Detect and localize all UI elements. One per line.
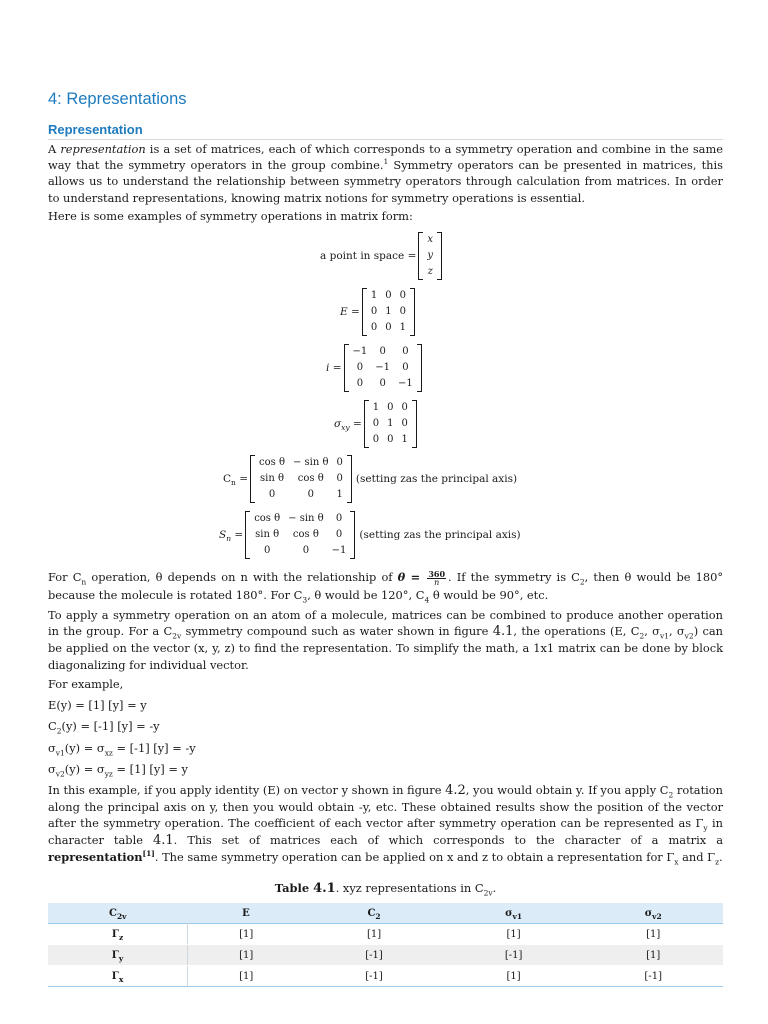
table-row	[48, 924, 723, 945]
example-line-4: $\sigma_{v2}(y) = \sigma_{yz} = [1] [y] = y$	[48, 762, 188, 779]
figure-link-4-1[interactable]: 4.1	[492, 624, 514, 640]
theta-fraction: $\frac{360}{n}$	[428, 568, 446, 587]
equation-identity	[340, 288, 417, 336]
footnote-ref-1[interactable]: 1	[383, 157, 389, 167]
table-row	[48, 945, 723, 966]
equation-mirror-xy	[334, 400, 419, 448]
equation-inversion	[326, 344, 424, 392]
identity-label: E =	[340, 306, 360, 318]
apply-paragraph: To apply a symmetry operation on an atom of a molecule, matrices can be combined to produce another operation in the group. For a $C_{2v}$ symmetry compound such as water shown in figure 4.1, the operations (E, $C_2$, $\sigma_{v1}$, $\sigma_{v2}$) can be applied on the vector (x, y, z) to find the representation. To simplify the math, a 1x1 matrix can be done by block diagonalizing for individual vector.	[48, 608, 723, 672]
inversion-matrix: −1 0 0 0 −1 0 0 0 −1	[344, 344, 422, 392]
table-link-4-1[interactable]: 4.1	[152, 832, 174, 848]
table-cell: [-1]	[304, 966, 444, 987]
table-cell: [1]	[583, 945, 723, 966]
rotation-matrix: cos θ − sin θ 0 sin θ cos θ 0 0 0 1	[250, 455, 352, 503]
example-line-3: $\sigma_{v1}(y) = \sigma_{xz} = [-1] [y] = -y$	[48, 741, 196, 758]
rotation-label: $C_n$ =	[223, 473, 249, 488]
row-label-gamma-z: $\Gamma_z$	[48, 924, 188, 945]
improper-rotation-matrix: cos θ − sin θ 0 sin θ cos θ 0 0 0 −1	[245, 511, 355, 559]
figure-link-4-2[interactable]: 4.2	[445, 783, 466, 798]
equation-rotation	[223, 455, 517, 503]
example-intro: For example,	[48, 677, 124, 691]
theta-paragraph: For $C_n$ operation, θ depends on n with the relationship of θ = $\frac{360}{n}$ . If the symmetry is $C_2$, then θ would be 180° because the molecule is rotated 180°. For $C_3$, θ would be 120°, $C_4$ θ would be 90°, etc.	[48, 568, 724, 604]
table-cell: [-1]	[444, 945, 584, 966]
table-header-row	[48, 903, 723, 924]
header-e: E	[188, 903, 305, 924]
header-c2v: $C_{2v}$	[48, 903, 188, 924]
table-cell: [1]	[444, 924, 584, 945]
table-cell: [1]	[188, 924, 305, 945]
representation-bold: representation	[48, 849, 143, 864]
table-cell: [1]	[304, 924, 444, 945]
table-cell: [1]	[583, 924, 723, 945]
table-cell: [1]	[188, 945, 305, 966]
examples-intro: Here is some examples of symmetry operations in matrix form:	[48, 209, 413, 223]
page-title: 4: Representations	[48, 90, 187, 108]
rotation-note: (setting zas the principal axis)	[355, 473, 518, 485]
table-row	[48, 966, 723, 987]
inversion-label: i =	[326, 362, 342, 374]
improper-rotation-label: $S_n$ =	[219, 529, 244, 544]
example-line-1: E(y) = [1] [y] = y	[48, 698, 147, 712]
table-caption: Table 4.1. xyz representations in $C_{2v}$.	[274, 881, 497, 898]
point-vector: x y z	[418, 232, 442, 280]
point-label: a point in space =	[320, 250, 417, 262]
section-title: Representation	[48, 122, 723, 140]
header-sigma-v2: $\sigma_{v2}$	[583, 903, 723, 924]
footnote-ref-2[interactable]: [1]	[142, 849, 155, 859]
mirror-matrix: 1 0 0 0 1 0 0 0 1	[364, 400, 417, 448]
equation-improper-rotation	[219, 511, 521, 559]
representation-term: representation	[60, 142, 146, 156]
equation-point	[320, 232, 444, 280]
mirror-label: $\sigma_{xy}$ =	[334, 418, 362, 433]
improper-rotation-note: (setting zas the principal axis)	[359, 529, 521, 541]
character-table	[48, 903, 723, 987]
table-cell: [-1]	[304, 945, 444, 966]
example-line-2: $C_2(y) = [-1] [y] = -y$	[48, 719, 160, 736]
table-cell: [-1]	[583, 966, 723, 987]
table-cell: [1]	[444, 966, 584, 987]
header-c2: $C_2$	[304, 903, 444, 924]
header-sigma-v1: $\sigma_{v1}$	[444, 903, 584, 924]
identity-matrix: 1 0 0 0 1 0 0 0 1	[362, 288, 415, 336]
table-cell: [1]	[188, 966, 305, 987]
row-label-gamma-x: $\Gamma_x$	[48, 966, 188, 987]
intro-paragraph: A representation is a set of matrices, each of which corresponds to a symmetry operation and combine in the same way that the symmetry operators in the group combine.$^1$ Symmetry operators can be presented in matrices, this allows us to understand the relationship between symmetry operators through calculation from matrices. In order to understand representations, knowing matrix notions for symmetry operations is essential.	[48, 142, 723, 205]
row-label-gamma-y: $\Gamma_y$	[48, 945, 188, 966]
result-paragraph: In this example, if you apply identity (E) on vector y shown in figure 4.2, you would obtain y. If you apply $C_2$ rotation along the principal axis on y, then you would obtain -y, etc. These obtained results show the position of the vector after the symmetry operation. The coefficient of each vector after symmetry operation can be represented as $\Gamma_y$ in character table 4.1. This set of matrices each of which corresponds to the character of a matrix a representation[1]. The same symmetry operation can be applied on x and z to obtain a representation for $\Gamma_x$ and $\Gamma_z$.	[48, 783, 723, 867]
